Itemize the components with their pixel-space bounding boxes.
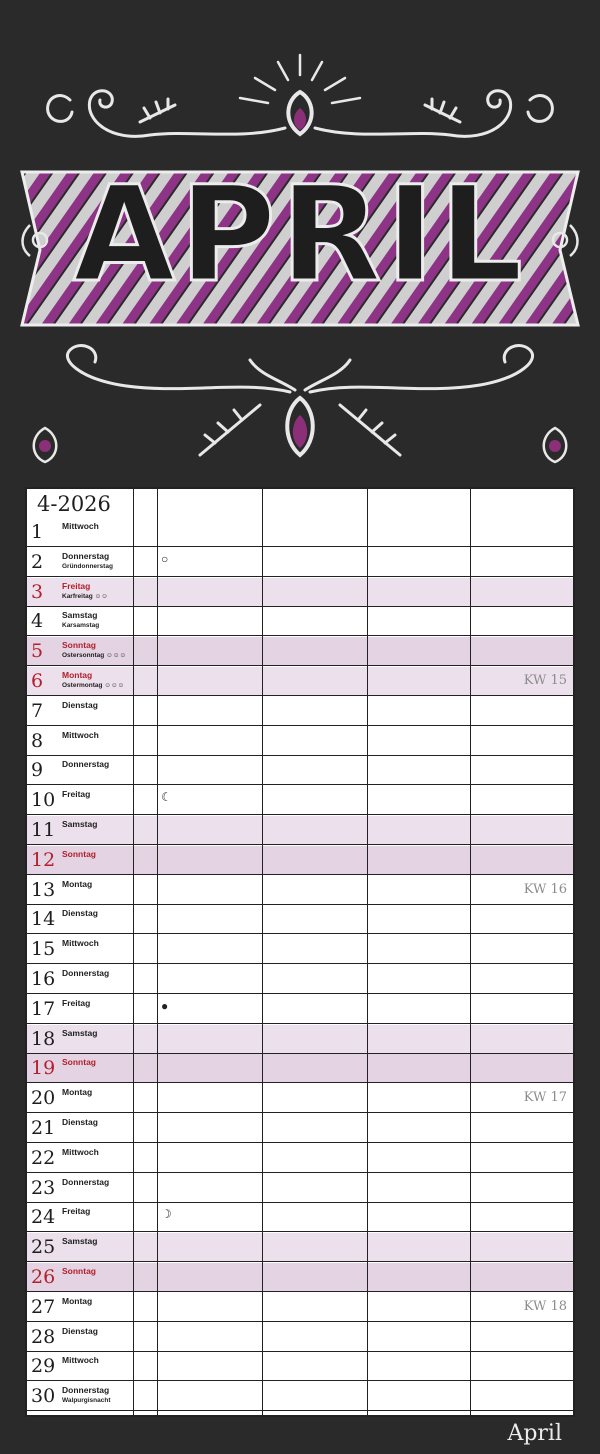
column-divider (157, 489, 158, 1415)
day-name: Samstag (62, 819, 98, 829)
day-number: 21 (31, 1117, 56, 1139)
day-name: Mittwoch (62, 938, 99, 949)
day-name: Donnerstag (62, 550, 110, 561)
day-number: 24 (31, 1206, 56, 1229)
day-number: 30 (31, 1385, 56, 1408)
day-name: Samstag (62, 1027, 98, 1038)
day-row[interactable] (27, 1233, 573, 1262)
day-number: 29 (31, 1355, 56, 1378)
holiday-label: Karsamstag (62, 622, 100, 630)
day-row[interactable] (27, 1323, 573, 1352)
day-row[interactable] (27, 667, 573, 696)
day-number: 26 (31, 1266, 56, 1288)
day-number: 13 (31, 878, 56, 901)
day-number: 23 (31, 1176, 56, 1199)
day-name: Dienstag (62, 1325, 98, 1336)
day-name: Mittwoch (62, 729, 99, 740)
day-name: Donnerstag (62, 1176, 110, 1187)
day-row[interactable] (27, 1293, 573, 1322)
day-number: 3 (31, 580, 44, 603)
day-row[interactable] (27, 578, 573, 607)
day-name: Dienstag (62, 699, 98, 710)
day-name: Freitag (62, 1206, 91, 1217)
holiday-label: Ostersonntag ☺☺☺ (62, 652, 126, 660)
day-row[interactable] (27, 1144, 573, 1173)
day-row[interactable] (27, 1054, 573, 1083)
day-row[interactable] (27, 905, 573, 934)
day-name: Mittwoch (62, 1355, 99, 1366)
day-number: 14 (31, 908, 56, 931)
moon-phase-icon: ○ (161, 551, 169, 566)
day-number: 15 (31, 938, 56, 961)
day-name: Freitag (62, 997, 91, 1008)
day-number: 27 (31, 1295, 56, 1318)
month-title: APRIL (73, 158, 527, 312)
day-number: 9 (31, 759, 44, 782)
column-divider (262, 489, 263, 1415)
day-row[interactable] (27, 1025, 573, 1054)
day-row[interactable] (27, 995, 573, 1024)
day-row[interactable] (27, 1263, 573, 1292)
day-number: 19 (31, 1057, 56, 1080)
day-name: Montag (62, 1087, 93, 1098)
day-row[interactable] (27, 548, 573, 577)
moon-phase-icon: ● (161, 998, 169, 1013)
day-name: Sonntag (62, 848, 96, 859)
day-number: 18 (31, 1027, 56, 1050)
day-number: 2 (31, 550, 44, 573)
day-name: Samstag (62, 610, 98, 621)
moon-phase-icon: ☽ (161, 1207, 172, 1222)
column-divider (133, 489, 134, 1415)
week-number: KW 18 (523, 1298, 567, 1314)
day-row[interactable] (27, 1084, 573, 1113)
day-number: 8 (31, 729, 44, 752)
day-row[interactable] (27, 1352, 573, 1381)
day-name: Mittwoch (62, 521, 99, 531)
day-row[interactable] (27, 876, 573, 905)
day-row[interactable] (27, 727, 573, 756)
day-name: Donnerstag (62, 759, 110, 770)
day-name: Sonntag (62, 640, 96, 651)
day-row[interactable] (27, 935, 573, 964)
column-divider (367, 489, 368, 1415)
day-name: Sonntag (62, 1266, 96, 1276)
day-name: Montag (62, 878, 93, 889)
day-number: 22 (31, 1146, 56, 1169)
day-number: 28 (31, 1325, 56, 1348)
day-row[interactable] (27, 518, 573, 547)
week-number: KW 16 (523, 881, 567, 897)
day-row[interactable] (27, 846, 573, 875)
moon-phase-icon: ☾ (161, 790, 172, 805)
day-row[interactable] (27, 965, 573, 994)
week-number: KW 17 (523, 1090, 567, 1106)
day-number: 6 (31, 670, 44, 692)
day-number: 4 (31, 610, 44, 633)
holiday-label: Gründonnerstag (62, 562, 113, 570)
day-name: Freitag (62, 580, 91, 591)
day-name: Sonntag (62, 1057, 96, 1068)
day-row[interactable] (27, 637, 573, 666)
day-row[interactable] (27, 1203, 573, 1232)
day-row[interactable] (27, 607, 573, 636)
day-row[interactable] (27, 1114, 573, 1143)
day-name: Dienstag (62, 908, 98, 919)
day-row[interactable] (27, 816, 573, 845)
day-name: Freitag (62, 789, 91, 800)
day-number: 11 (31, 819, 56, 841)
holiday-label: Walpurgisnacht (62, 1397, 111, 1405)
day-name: Samstag (62, 1236, 98, 1247)
day-name: Dienstag (62, 1117, 98, 1127)
day-number: 7 (31, 699, 44, 722)
day-number: 25 (31, 1236, 56, 1259)
day-number: 16 (31, 968, 56, 990)
day-number: 20 (31, 1087, 56, 1110)
day-row[interactable] (27, 1382, 573, 1411)
day-name: Montag (62, 670, 93, 680)
day-number: 1 (31, 521, 44, 543)
day-row[interactable] (27, 1174, 573, 1203)
calendar-grid (25, 487, 575, 1417)
holiday-label: Karfreitag ☺☺ (62, 592, 108, 600)
day-name: Montag (62, 1295, 93, 1306)
footer-month-label: April (507, 1421, 562, 1446)
column-divider (470, 489, 471, 1415)
day-number: 17 (31, 997, 56, 1020)
day-row[interactable] (27, 756, 573, 785)
day-row[interactable] (27, 697, 573, 726)
grid-title: 4-2026 (37, 492, 111, 516)
day-name: Mittwoch (62, 1146, 99, 1157)
day-row[interactable] (27, 786, 573, 815)
day-name: Donnerstag (62, 968, 110, 978)
day-name: Donnerstag (62, 1385, 110, 1396)
week-number: KW 15 (523, 673, 567, 688)
day-number: 12 (31, 848, 56, 871)
day-number: 5 (31, 640, 44, 663)
holiday-label: Ostermontag ☺☺☺ (62, 682, 125, 689)
day-number: 10 (31, 789, 56, 812)
